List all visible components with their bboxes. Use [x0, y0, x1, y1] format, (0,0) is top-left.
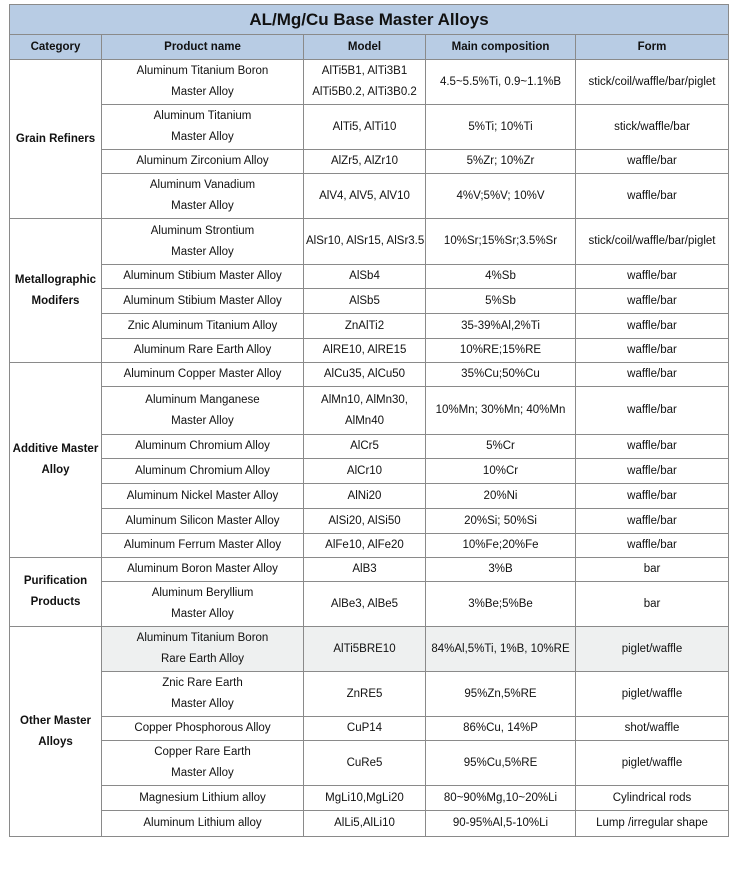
model-cell-line: AlMn10, AlMn30,: [321, 393, 408, 406]
category-label: Modifers: [31, 294, 80, 307]
model-cell: [304, 339, 426, 363]
model-cell-line: AlBe3, AlBe5: [330, 597, 399, 610]
alloy-table: [9, 4, 729, 837]
composition-cell: 10%Sr;15%Sr;3.5%Sr: [426, 219, 576, 265]
composition-cell: 3%Be;5%Be: [426, 582, 576, 627]
model-cell: [304, 558, 426, 582]
form-cell: stick/coil/waffle/bar/piglet: [576, 219, 729, 265]
model-cell-line: AlCu35, AlCu50: [323, 368, 406, 380]
category-cell: [10, 60, 102, 219]
product-name-cell-line: Aluminum Boron Master Alloy: [127, 563, 278, 575]
composition-cell: 20%Ni: [426, 484, 576, 509]
table-row: [10, 509, 729, 534]
model-cell: [304, 435, 426, 459]
composition-cell: 10%RE;15%RE: [426, 339, 576, 363]
composition-cell: 4%Sb: [426, 265, 576, 289]
form-cell: waffle/bar: [576, 174, 729, 219]
composition-cell: 95%Zn,5%RE: [426, 672, 576, 717]
model-cell-line: AlTi5B0.2, AlTi3B0.2: [312, 86, 417, 98]
category-label: Products: [30, 596, 81, 608]
product-name-cell-line: Aluminum Rare Earth Alloy: [133, 344, 272, 356]
model-cell: [304, 717, 426, 741]
model-cell-line: AlTi5, AlTi10: [332, 120, 397, 133]
product-name-cell: [102, 265, 304, 289]
form-cell: waffle/bar: [576, 484, 729, 509]
product-name-cell: [102, 741, 304, 786]
model-cell-line: AlMn40: [345, 414, 384, 427]
table-row: [10, 289, 729, 314]
composition-cell: 5%Ti; 10%Ti: [426, 105, 576, 150]
composition-cell: 20%Si; 50%Si: [426, 509, 576, 534]
composition-cell: 5%Cr: [426, 435, 576, 459]
form-cell: bar: [576, 558, 729, 582]
category-label: Grain Refiners: [15, 132, 96, 145]
model-cell-line: AlSb5: [349, 294, 380, 307]
composition-cell: 95%Cu,5%RE: [426, 741, 576, 786]
model-cell-line: AlZr5, AlZr10: [330, 155, 399, 167]
product-name-cell-line: Rare Earth Alloy: [160, 653, 245, 665]
product-name-cell-line: Master Alloy: [171, 131, 234, 143]
product-name-cell-line: Aluminum Beryllium: [151, 587, 254, 599]
product-name-cell-line: Aluminum Nickel Master Alloy: [126, 489, 279, 502]
product-name-cell-line: Aluminum Stibium Master Alloy: [123, 270, 282, 282]
model-cell-line: AlCr10: [346, 464, 383, 477]
product-name-cell: [102, 672, 304, 717]
model-cell: [304, 627, 426, 672]
product-name-cell-line: Master Alloy: [171, 698, 234, 710]
composition-cell: 4%V;5%V; 10%V: [426, 174, 576, 219]
model-cell-line: CuRe5: [346, 756, 383, 769]
table-row: [10, 60, 729, 105]
model-cell-line: AlLi5,AlLi10: [334, 817, 395, 829]
header-main-composition: Main composition: [426, 35, 576, 60]
table-row: [10, 339, 729, 363]
form-cell: waffle/bar: [576, 435, 729, 459]
table-row: [10, 363, 729, 387]
model-cell: [304, 387, 426, 435]
product-name-cell: [102, 339, 304, 363]
table-row: [10, 314, 729, 339]
form-cell: waffle/bar: [576, 150, 729, 174]
product-name-cell-line: Master Alloy: [171, 86, 234, 98]
model-cell: [304, 509, 426, 534]
product-name-cell: [102, 811, 304, 837]
model-cell: [304, 582, 426, 627]
form-cell: shot/waffle: [576, 717, 729, 741]
model-cell-line: AlFe10, AlFe20: [325, 539, 404, 551]
product-name-cell-line: Aluminum Titanium Boron: [136, 632, 269, 644]
composition-cell: 3%B: [426, 558, 576, 582]
product-name-cell-line: Master Alloy: [171, 767, 234, 779]
alloy-table-container: [9, 4, 728, 837]
category-label: Purification: [23, 575, 88, 587]
form-cell: waffle/bar: [576, 459, 729, 484]
table-body: [10, 60, 729, 837]
table-row: [10, 219, 729, 265]
model-cell-line: CuP14: [346, 722, 383, 734]
product-name-cell-line: Aluminum Lithium alloy: [143, 817, 262, 829]
model-cell: [304, 105, 426, 150]
model-cell-line: AlTi5B1, AlTi3B1: [321, 65, 408, 77]
product-name-cell: [102, 150, 304, 174]
model-cell-line: AlNi20: [347, 489, 382, 502]
model-cell: [304, 672, 426, 717]
product-name-cell: [102, 387, 304, 435]
header-model: Model: [304, 35, 426, 60]
form-cell: Cylindrical rods: [576, 786, 729, 811]
table-row: [10, 786, 729, 811]
model-cell: [304, 314, 426, 339]
model-cell-line: AlSb4: [349, 270, 380, 282]
product-name-cell: [102, 558, 304, 582]
product-name-cell: [102, 786, 304, 811]
product-name-cell-line: Master Alloy: [171, 414, 234, 427]
composition-cell: 5%Zr; 10%Zr: [426, 150, 576, 174]
table-row: [10, 741, 729, 786]
model-cell: [304, 219, 426, 265]
form-cell: waffle/bar: [576, 314, 729, 339]
category-cell: [10, 558, 102, 627]
model-cell: [304, 60, 426, 105]
model-cell-line: AlSi20, AlSi50: [328, 514, 401, 527]
model-cell-line: AlCr5: [350, 440, 379, 452]
table-row: [10, 811, 729, 837]
product-name-cell-line: Master Alloy: [171, 245, 234, 258]
form-cell: bar: [576, 582, 729, 627]
model-cell: [304, 363, 426, 387]
product-name-cell: [102, 289, 304, 314]
table-row: [10, 459, 729, 484]
product-name-cell-line: Master Alloy: [171, 200, 234, 212]
table-row: [10, 484, 729, 509]
product-name-cell: [102, 60, 304, 105]
composition-cell: 84%Al,5%Ti, 1%B, 10%RE: [426, 627, 576, 672]
form-cell: piglet/waffle: [576, 672, 729, 717]
table-row: [10, 150, 729, 174]
model-cell-line: AlTi5BRE10: [333, 642, 396, 655]
table-title: AL/Mg/Cu Base Master Alloys: [10, 5, 729, 35]
model-cell: [304, 484, 426, 509]
table-row: [10, 672, 729, 717]
form-cell: piglet/waffle: [576, 741, 729, 786]
product-name-cell-line: Aluminum Silicon Master Alloy: [125, 514, 280, 527]
category-label: Alloy: [41, 464, 70, 476]
form-cell: Lump /irregular shape: [576, 811, 729, 837]
table-row: [10, 435, 729, 459]
product-name-cell: [102, 105, 304, 150]
model-cell-line: ZnRE5: [346, 687, 383, 700]
model-cell: [304, 534, 426, 558]
model-cell: [304, 459, 426, 484]
category-cell: [10, 219, 102, 363]
model-cell: [304, 150, 426, 174]
table-row: [10, 582, 729, 627]
category-cell: [10, 627, 102, 837]
model-cell: [304, 174, 426, 219]
product-name-cell: [102, 484, 304, 509]
model-cell-line: MgLi10,MgLi20: [325, 791, 404, 804]
table-row: [10, 534, 729, 558]
model-cell: [304, 265, 426, 289]
form-cell: waffle/bar: [576, 509, 729, 534]
form-cell: stick/coil/waffle/bar/piglet: [576, 60, 729, 105]
table-row: [10, 265, 729, 289]
model-cell: [304, 741, 426, 786]
product-name-cell-line: Magnesium Lithium alloy: [139, 791, 266, 804]
product-name-cell-line: Master Alloy: [171, 608, 234, 620]
table-row: [10, 105, 729, 150]
product-name-cell: [102, 435, 304, 459]
form-cell: waffle/bar: [576, 363, 729, 387]
product-name-cell-line: Copper Rare Earth: [154, 746, 251, 758]
product-name-cell-line: Aluminum Stibium Master Alloy: [123, 294, 282, 307]
table-row: [10, 387, 729, 435]
product-name-cell-line: Aluminum Copper Master Alloy: [123, 368, 282, 380]
form-cell: waffle/bar: [576, 265, 729, 289]
product-name-cell: [102, 174, 304, 219]
product-name-cell-line: Aluminum Ferrum Master Alloy: [123, 539, 282, 551]
model-cell: [304, 811, 426, 837]
product-name-cell: [102, 717, 304, 741]
product-name-cell: [102, 459, 304, 484]
product-name-cell: [102, 314, 304, 339]
composition-cell: 10%Mn; 30%Mn; 40%Mn: [426, 387, 576, 435]
table-row: [10, 558, 729, 582]
product-name-cell: [102, 582, 304, 627]
product-name-cell: [102, 509, 304, 534]
form-cell: waffle/bar: [576, 289, 729, 314]
category-label: Additive Master: [12, 443, 99, 455]
form-cell: waffle/bar: [576, 387, 729, 435]
model-cell-line: AlSr10, AlSr15, AlSr3.5: [306, 235, 425, 247]
product-name-cell-line: Aluminum Chromium Alloy: [135, 440, 270, 452]
composition-cell: 90-95%Al,5-10%Li: [426, 811, 576, 837]
product-name-cell: [102, 627, 304, 672]
form-cell: stick/waffle/bar: [576, 105, 729, 150]
form-cell: waffle/bar: [576, 339, 729, 363]
model-cell-line: AlRE10, AlRE15: [322, 344, 407, 356]
form-cell: piglet/waffle: [576, 627, 729, 672]
product-name-cell-line: Znic Rare Earth: [162, 677, 243, 689]
header-category: Category: [10, 35, 102, 60]
header-product-name: Product name: [102, 35, 304, 60]
product-name-cell: [102, 363, 304, 387]
category-label: Other Master: [20, 714, 91, 727]
product-name-cell-line: Aluminum Zirconium Alloy: [136, 155, 269, 167]
model-cell: [304, 786, 426, 811]
category-label: Alloys: [38, 735, 73, 748]
header-form: Form: [576, 35, 729, 60]
product-name-cell: [102, 219, 304, 265]
table-row: [10, 627, 729, 672]
category-cell: [10, 363, 102, 558]
product-name-cell-line: Copper Phosphorous Alloy: [134, 722, 271, 734]
composition-cell: 80~90%Mg,10~20%Li: [426, 786, 576, 811]
product-name-cell-line: Aluminum Titanium: [153, 110, 252, 122]
product-name-cell-line: Aluminum Manganese: [145, 393, 260, 406]
form-cell: waffle/bar: [576, 534, 729, 558]
table-row: [10, 174, 729, 219]
product-name-cell-line: Aluminum Strontium: [150, 224, 255, 237]
composition-cell: 4.5~5.5%Ti, 0.9~1.1%B: [426, 60, 576, 105]
product-name-cell-line: Znic Aluminum Titanium Alloy: [127, 319, 278, 332]
composition-cell: 35-39%Al,2%Ti: [426, 314, 576, 339]
composition-cell: 10%Fe;20%Fe: [426, 534, 576, 558]
product-name-cell: [102, 534, 304, 558]
table-row: [10, 717, 729, 741]
composition-cell: 10%Cr: [426, 459, 576, 484]
composition-cell: 35%Cu;50%Cu: [426, 363, 576, 387]
product-name-cell-line: Aluminum Titanium Boron: [136, 65, 269, 77]
product-name-cell-line: Aluminum Chromium Alloy: [135, 464, 270, 477]
model-cell-line: AlV4, AlV5, AlV10: [319, 189, 410, 202]
composition-cell: 5%Sb: [426, 289, 576, 314]
model-cell: [304, 289, 426, 314]
model-cell-line: ZnAlTi2: [344, 319, 385, 332]
composition-cell: 86%Cu, 14%P: [426, 717, 576, 741]
category-label: Metallographic: [14, 273, 97, 286]
model-cell-line: AlB3: [352, 563, 377, 575]
product-name-cell-line: Aluminum Vanadium: [149, 179, 256, 191]
